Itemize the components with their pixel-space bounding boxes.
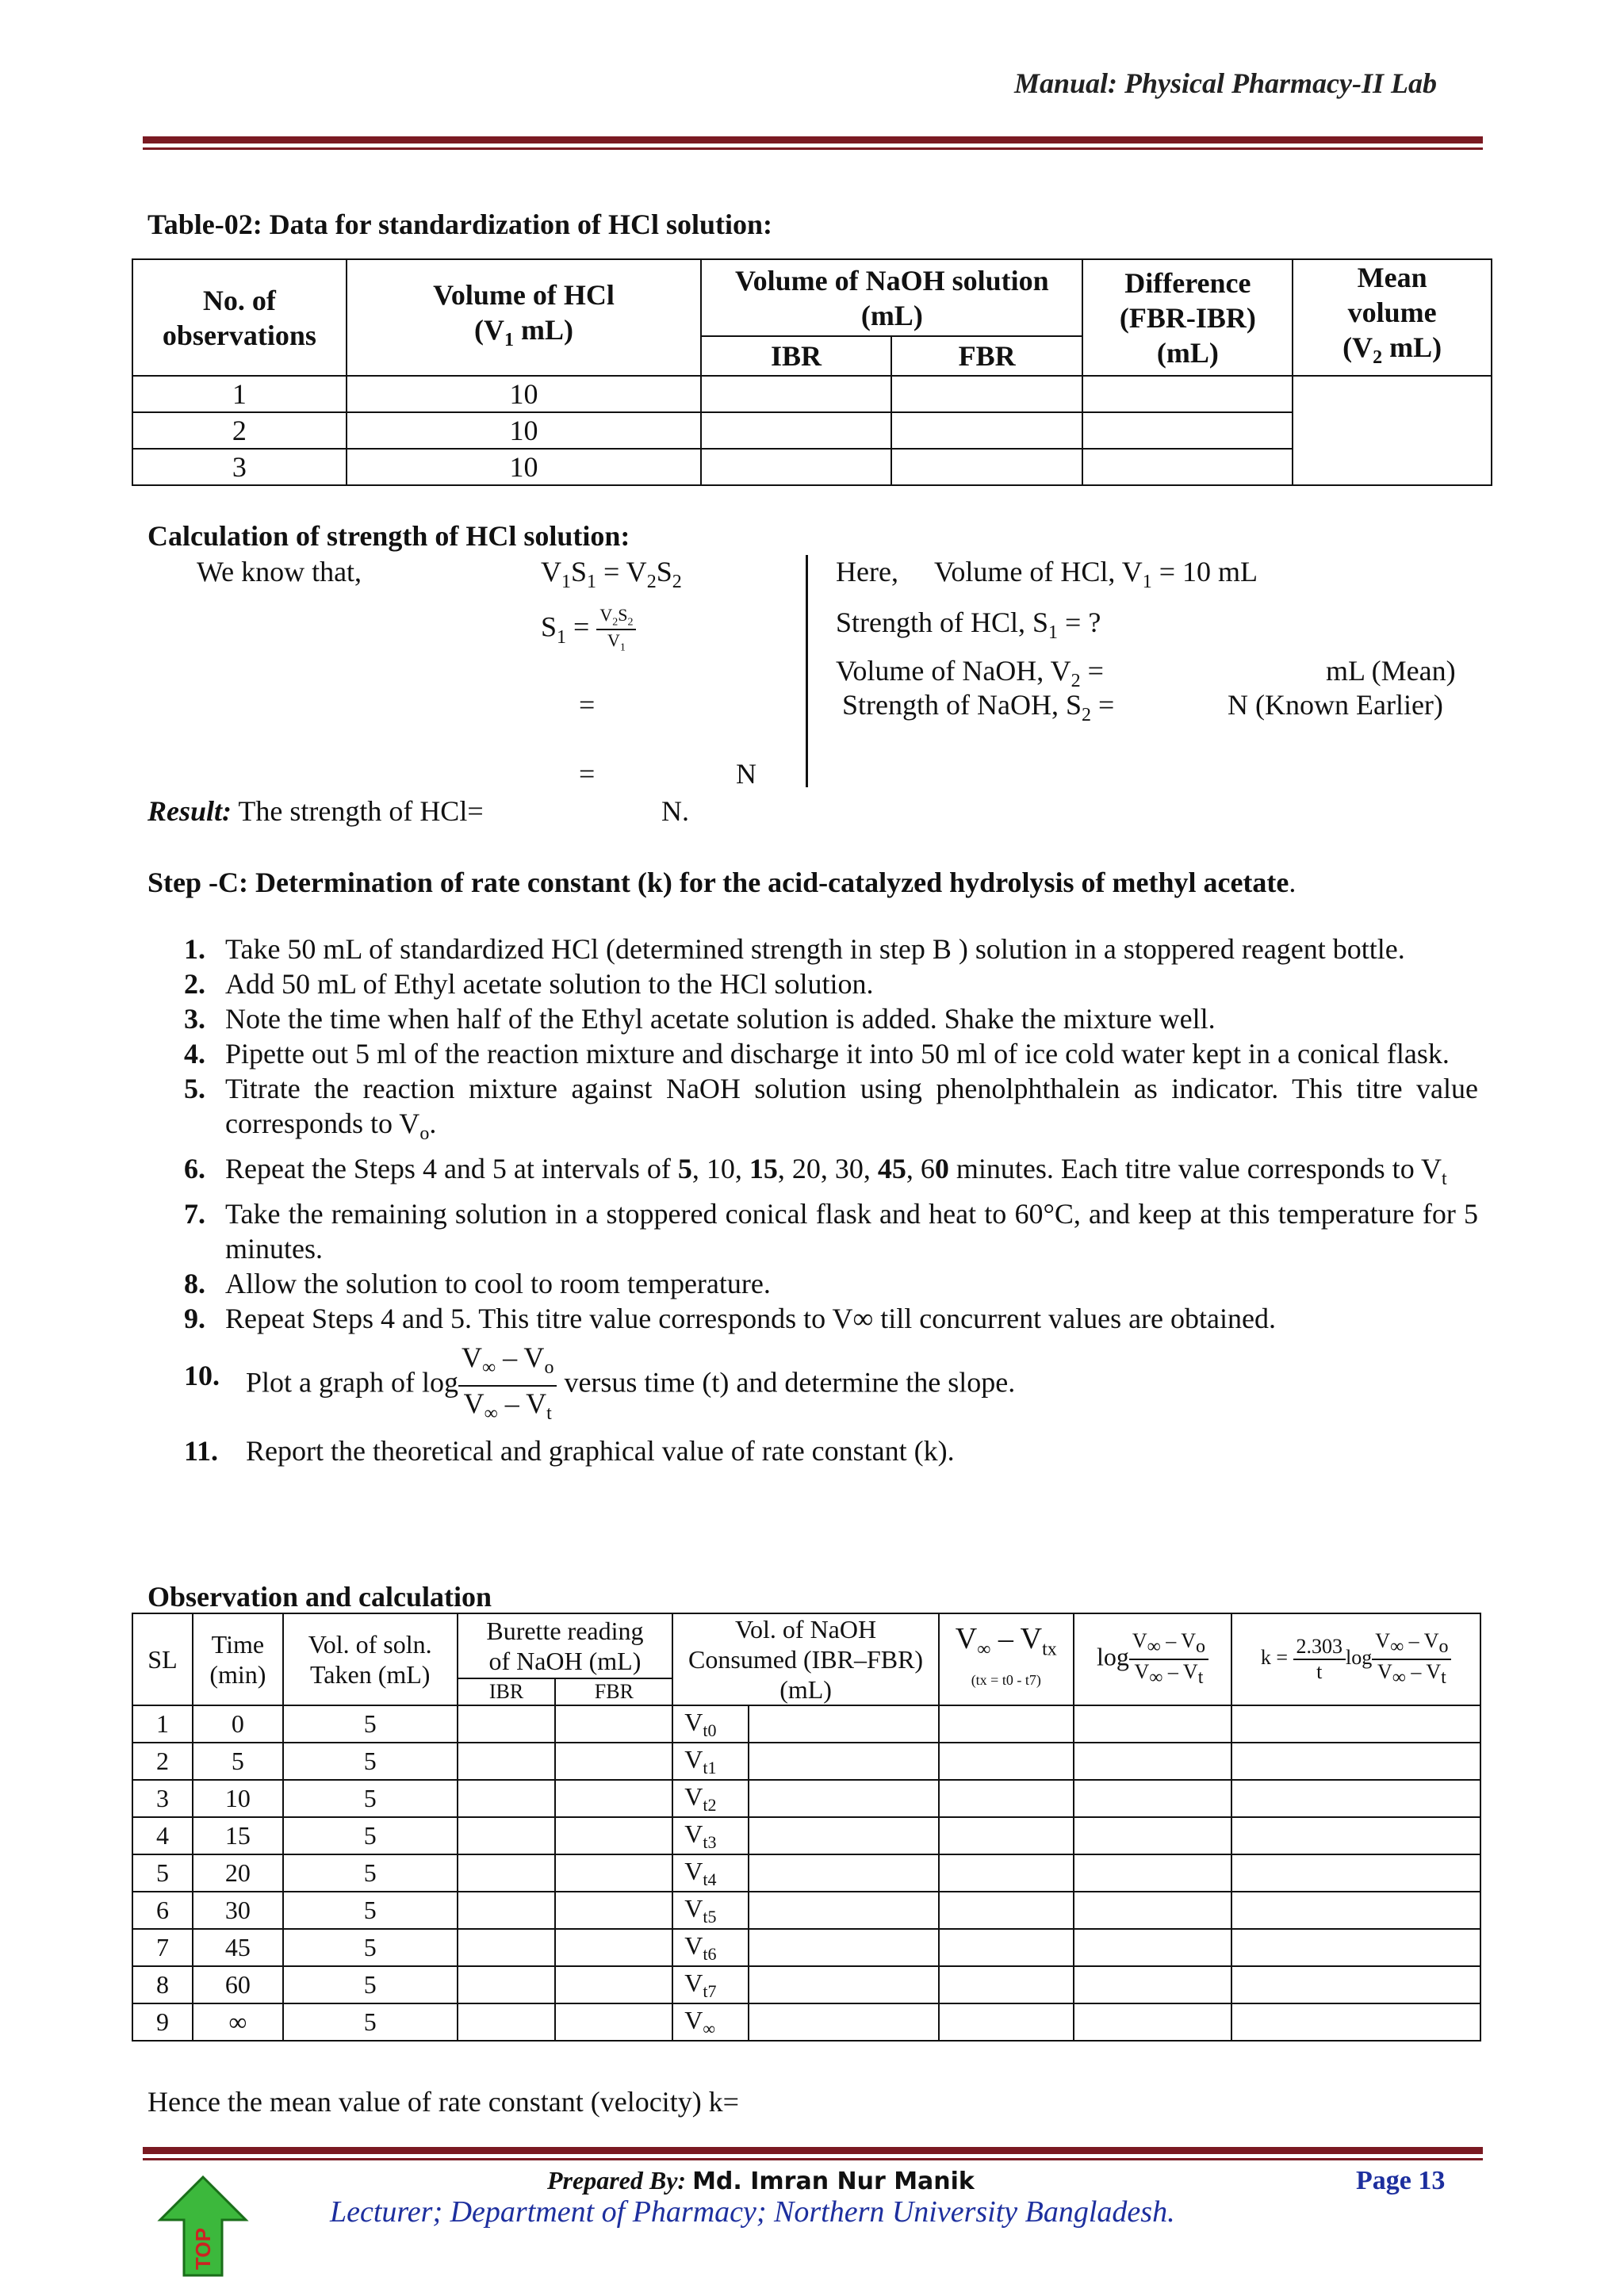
table2-caption: Table-02: Data for standardization of HCl solution: xyxy=(147,209,773,240)
th-volume-hcl: Volume of HCl ($V_1$ mL) xyxy=(347,259,701,376)
th-rate-constant: k = $\frac{2.303}{t}$ log $\frac{V_\infty - V_o}{V_\infty - V_t}$ xyxy=(1231,1613,1480,1705)
table-row: 4 15 5 $V_{t3}$ xyxy=(132,1817,1480,1854)
mean-k-line: Hence the mean value of rate constant (velocity) k= xyxy=(147,2086,739,2118)
table-row: 1 10 xyxy=(132,376,1492,412)
table-row: 7 45 5 $V_{t6}$ xyxy=(132,1929,1480,1966)
table-row: 5 20 5 $V_{t4}$ xyxy=(132,1854,1480,1892)
header-rule xyxy=(143,136,1483,144)
th-log-ratio: log $\frac{V_\infty - V_o}{V_\infty - V_t}$ xyxy=(1074,1613,1232,1705)
list-item: 10. Plot a graph of log $\frac{V_\infty - V_o}{V_\infty - V_t}$ versus time (t) and determine the slope. xyxy=(184,1341,1016,1424)
th-vol-taken: Vol. of soln. Taken (mL) xyxy=(283,1613,458,1705)
th-mean-volume: Mean volume ($V_2$ mL) xyxy=(1293,259,1492,376)
top-button[interactable] xyxy=(155,2174,251,2279)
list-item: 3. Note the time when half of the Ethyl acetate solution is added. Shake the mixture well. xyxy=(184,1003,1216,1035)
given-strength-hcl: Strength of HCl, $S_1$ = ? xyxy=(836,607,1101,644)
here-label: Here, xyxy=(836,556,898,587)
list-item: 4. Pipette out 5 ml of the reaction mixture and discharge it into 50 ml of ice cold water kept in a conical flask. xyxy=(184,1038,1450,1070)
table-row: 3 10 5 $V_{t2}$ xyxy=(132,1780,1480,1817)
calc-heading: Calculation of strength of HCl solution: xyxy=(147,520,630,552)
observation-table xyxy=(132,1613,1481,2042)
calc-divider xyxy=(806,555,808,787)
th-fbr: FBR xyxy=(891,336,1083,376)
th-obs-fbr: FBR xyxy=(555,1678,672,1705)
standardization-table xyxy=(132,258,1492,486)
equation-s1: $S_1$ = $\frac{V_2S_2}{V_1}$ xyxy=(541,605,636,655)
lecturer-line: Lecturer; Department of Pharmacy; Northern University Bangladesh. xyxy=(330,2195,1175,2229)
th-ibr: IBR xyxy=(701,336,891,376)
prepared-by: Prepared By: Md. Imran Nur Manik xyxy=(547,2166,975,2195)
list-item: 2. Add 50 mL of Ethyl acetate solution to the HCl solution. xyxy=(184,968,874,1000)
list-item: 8. Allow the solution to cool to room temperature. xyxy=(184,1268,771,1300)
header-rule-thin xyxy=(143,147,1483,150)
equation-v1s1: $V_1S_1 = V_2S_2$ xyxy=(541,556,682,593)
list-item: 5. Titrate the reaction mixture against NaOH solution using phenolphthalein as indicator. This titre value corresponds to $V_o$. xyxy=(184,1073,1478,1145)
observation-heading: Observation and calculation xyxy=(147,1581,492,1613)
table-row: 3 10 xyxy=(132,449,1492,485)
th-consumed: Vol. of NaOH Consumed (IBR–FBR) (mL) xyxy=(672,1613,939,1705)
list-item: 1. Take 50 mL of standardized HCl (determined strength in step B ) solution in a stoppered reagent bottle. xyxy=(184,933,1405,965)
equals-line-1: = xyxy=(579,689,596,721)
mean-volume-cell xyxy=(1293,376,1492,485)
table-row: 9 ∞ 5 $V_\infty$ xyxy=(132,2003,1480,2041)
table-row: 1 0 5 $V_{t0}$ xyxy=(132,1705,1480,1743)
strength-naoh-unit: N (Known Earlier) xyxy=(1228,689,1443,721)
table-row: 2 10 xyxy=(132,412,1492,449)
result-unit: N. xyxy=(661,795,689,827)
page-number: Page 13 xyxy=(1356,2166,1446,2195)
stepc-heading: Step -C: Determination of rate constant (k) for the acid-catalyzed hydrolysis of methyl acetate. xyxy=(147,867,1297,898)
given-strength-naoh: Strength of NaOH, $S_2$ = xyxy=(842,689,1115,726)
unit-n: N xyxy=(736,758,756,790)
table-row: 8 60 5 $V_{t7}$ xyxy=(132,1966,1480,2003)
we-know-that: We know that, xyxy=(197,556,362,587)
given-vol-hcl: Volume of HCl, $V_1 = 10$ mL xyxy=(934,556,1258,593)
th-sl: SL xyxy=(132,1613,193,1705)
given-vol-naoh: Volume of NaOH, $V_2$ = xyxy=(836,655,1104,692)
list-item: 9. Repeat Steps 4 and 5. This titre value corresponds to V∞ till concurrent values are obtained. xyxy=(184,1303,1276,1335)
th-difference: Difference (FBR-IBR) (mL) xyxy=(1082,259,1293,376)
table-row: 6 30 5 $V_{t5}$ xyxy=(132,1892,1480,1929)
footer-rule-thin xyxy=(143,2158,1483,2160)
table-row: 2 5 5 $V_{t1}$ xyxy=(132,1743,1480,1780)
result-line: Result: The strength of HCl= xyxy=(147,795,484,827)
equals-line-2: = xyxy=(579,758,596,790)
list-item: 7. Take the remaining solution in a stoppered conical flask and heat to 60°C, and keep at this temperature for 5 minutes. xyxy=(184,1198,1478,1265)
th-burette: Burette reading of NaOH (mL) xyxy=(458,1613,673,1678)
list-item: 6. Repeat the Steps 4 and 5 at intervals of 5, 10, 15, 20, 30, 45, 60 minutes. Each titre value corresponds to $V_t$ xyxy=(184,1153,1447,1190)
top-label: TOP xyxy=(190,2227,215,2270)
th-observations: No. of observations xyxy=(132,259,347,376)
vol-naoh-unit: mL (Mean) xyxy=(1326,655,1456,687)
footer-rule xyxy=(143,2147,1483,2154)
th-volume-naoh: Volume of NaOH solution (mL) xyxy=(701,259,1082,336)
th-time: Time (min) xyxy=(193,1613,283,1705)
th-vinf-minus-vtx: $V_\infty - V_{tx}$ (tx = t0 - t7) xyxy=(939,1613,1074,1705)
list-item: 11. Report the theoretical and graphical value of rate constant (k). xyxy=(184,1434,955,1467)
running-header: Manual: Physical Pharmacy-II Lab xyxy=(1013,67,1437,99)
procedure-steps xyxy=(184,932,1478,1468)
th-obs-ibr: IBR xyxy=(458,1678,556,1705)
